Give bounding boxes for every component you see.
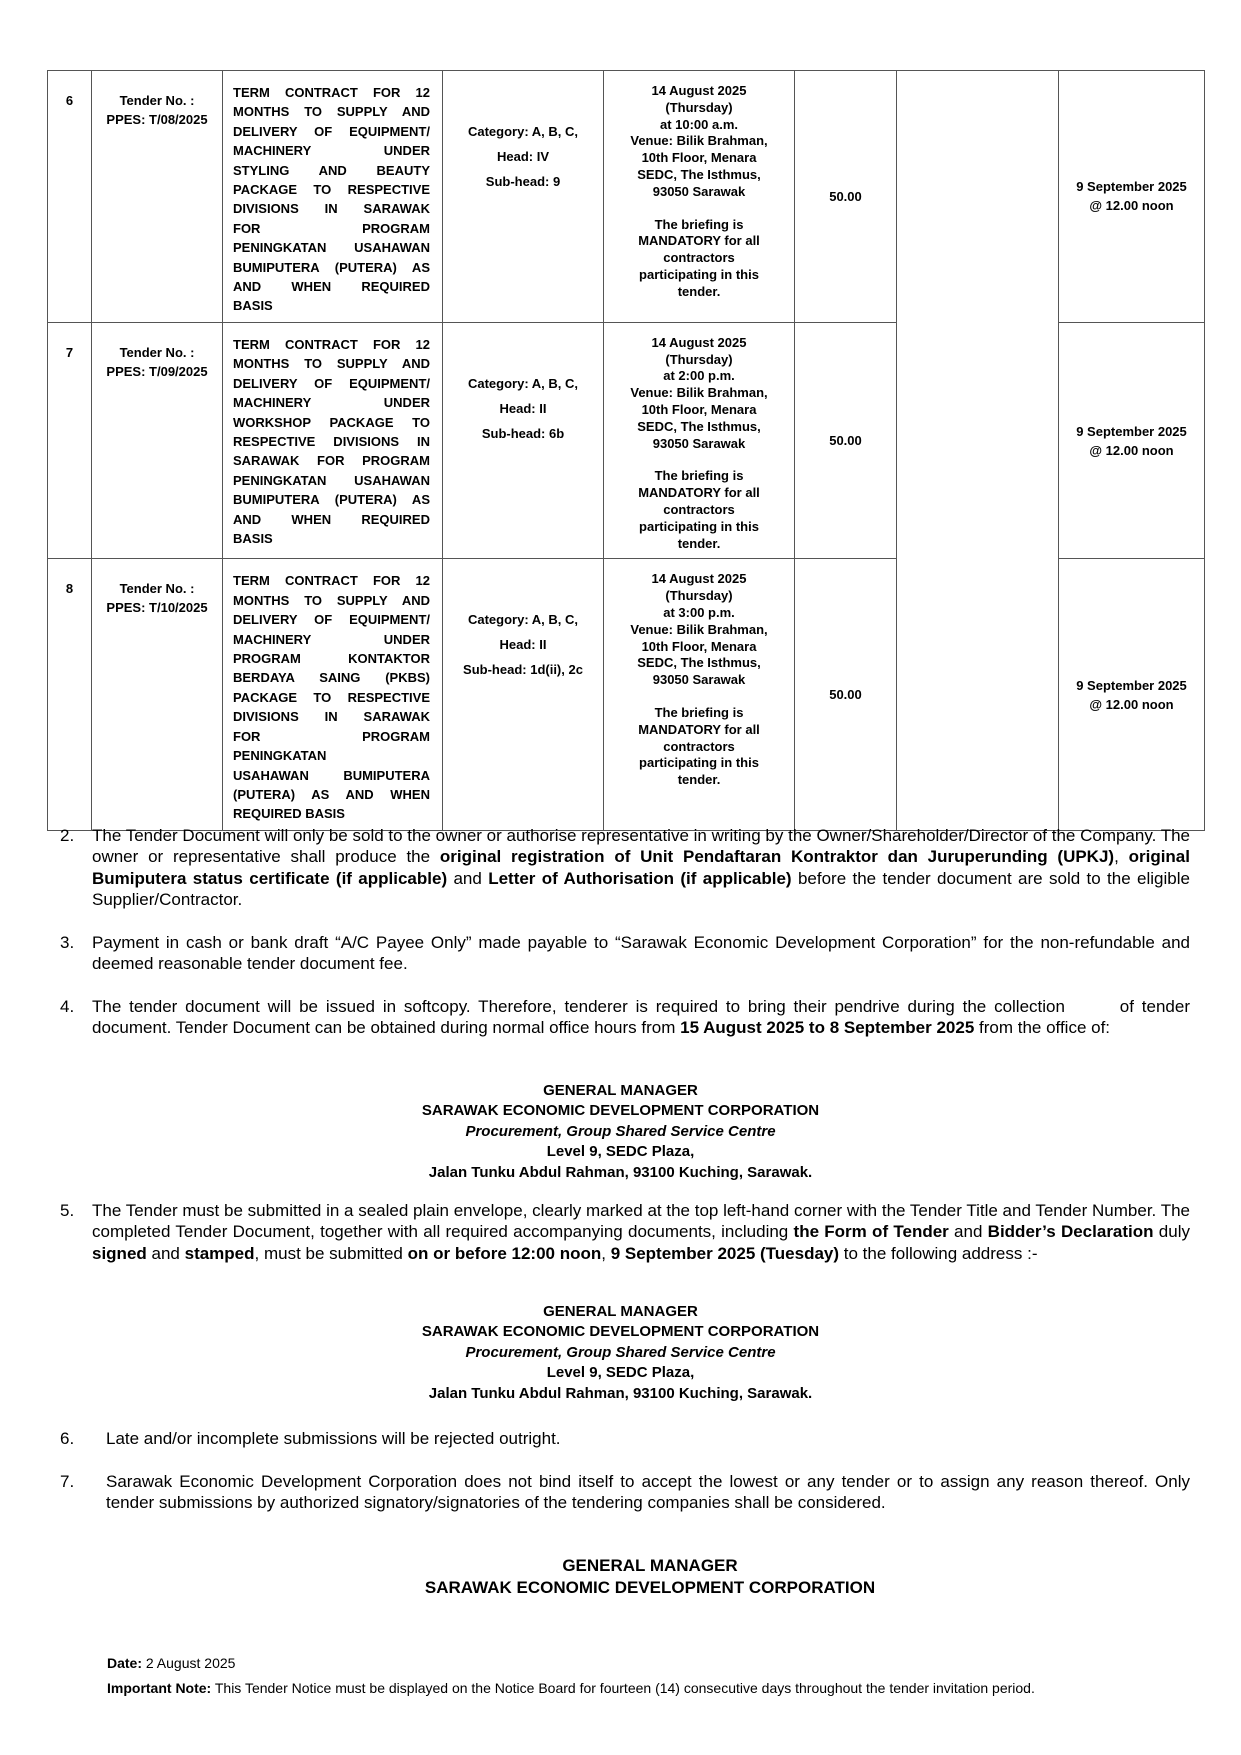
tender-title-line: BASIS xyxy=(233,298,273,314)
clause-emphasis: Bidder’s Declaration xyxy=(987,1222,1154,1242)
clause-7 xyxy=(60,1471,1190,1514)
briefing-line: at 10:00 a.m. xyxy=(659,116,739,132)
clause-emphasis: on or before 12:00 noon xyxy=(407,1243,602,1263)
clause-number: 3. xyxy=(60,933,75,952)
briefing-line: (Thursday) xyxy=(665,99,733,115)
tender-title-line: MONTHS TO SUPPLY AND xyxy=(233,104,430,120)
notice-date xyxy=(107,1655,235,1671)
clause-number: 5. xyxy=(60,1201,75,1220)
tender-reference xyxy=(92,322,223,559)
closing-date: 9 September 2025 xyxy=(1076,179,1187,195)
tender-title-line: DELIVERY OF EQUIPMENT/ xyxy=(233,123,430,139)
closing-time: @ 12.00 noon xyxy=(1089,442,1174,458)
tender-row xyxy=(48,71,1205,323)
head-text: Head: II xyxy=(499,637,547,653)
collection-address xyxy=(0,1081,1241,1183)
tender-briefing xyxy=(604,559,795,830)
clause-3 xyxy=(60,932,1190,975)
clause-text: , xyxy=(1114,847,1129,867)
tender-closing xyxy=(1059,71,1205,323)
category-text: Category: A, B, C, xyxy=(467,612,579,628)
note-label: Important Note: xyxy=(107,1680,212,1696)
mandatory-line: tender. xyxy=(677,772,721,788)
briefing-line: Venue: Bilik Brahman, xyxy=(630,385,768,401)
tender-title-line: FOR PROGRAM xyxy=(233,220,430,236)
mandatory-line: MANDATORY for all xyxy=(638,485,760,501)
briefing-line: 14 August 2025 xyxy=(651,571,747,587)
tender-ref-number: PPES: T/10/2025 xyxy=(106,600,208,616)
tender-closing xyxy=(1059,322,1205,559)
clause-6 xyxy=(60,1428,1190,1449)
tender-title-line: MONTHS TO SUPPLY AND xyxy=(233,356,430,372)
address-line: SARAWAK ECONOMIC DEVELOPMENT CORPORATION xyxy=(421,1323,820,1341)
tender-fee: 50.00 xyxy=(795,322,897,559)
clause-text: Payment in cash or bank draft “A/C Payee Only” made payable to “Sarawak Economic Development Corporation” for the non-refundable and deemed reasonable tender document fee. xyxy=(92,933,1190,974)
tender-fee: 50.00 xyxy=(795,71,897,323)
mandatory-line: The briefing is xyxy=(654,216,744,232)
tender-title-line: PACKAGE TO RESPECTIVE xyxy=(233,182,430,198)
spacer xyxy=(610,689,788,705)
tender-ref-label: Tender No. : xyxy=(119,581,195,597)
tender-title-line: DIVISIONS IN SARAWAK xyxy=(233,709,430,725)
clause-emphasis: 15 August 2025 to 8 September 2025 xyxy=(680,1018,975,1038)
category-text: Category: A, B, C, xyxy=(467,375,579,391)
closing-time: @ 12.00 noon xyxy=(1089,696,1174,712)
mandatory-line: participating in this xyxy=(639,518,759,534)
briefing-line: SEDC, The Isthmus, xyxy=(637,655,761,671)
tender-title-line: SARAWAK FOR PROGRAM xyxy=(233,453,430,469)
tender-title xyxy=(223,322,443,559)
tender-briefing xyxy=(604,71,795,323)
mandatory-line: MANDATORY for all xyxy=(638,721,760,737)
tender-ref-label: Tender No. : xyxy=(119,344,195,360)
date-label: Date: xyxy=(107,1655,143,1671)
briefing-line: SEDC, The Isthmus, xyxy=(637,418,761,434)
clause-text: , must be submitted xyxy=(254,1243,408,1263)
clause-text: to the following address :- xyxy=(839,1243,1038,1263)
mandatory-line: tender. xyxy=(677,535,721,551)
clause-5 xyxy=(60,1200,1190,1264)
tender-title-line: DIVISIONS IN SARAWAK xyxy=(233,201,430,217)
note-text: This Tender Notice must be displayed on the Notice Board for fourteen (14) consecutive days throughout the tender invitation period. xyxy=(211,1680,1035,1696)
empty-column xyxy=(897,71,1059,831)
signature-block xyxy=(0,1555,1241,1599)
tender-title-line: BERDAYA SAING (PKBS) xyxy=(233,670,430,686)
tender-item-number: 7 xyxy=(48,322,92,559)
closing-date: 9 September 2025 xyxy=(1076,423,1187,439)
subhead-text: Sub-head: 6b xyxy=(481,425,565,441)
tender-title-line: REQUIRED BASIS xyxy=(233,806,345,822)
tender-title-line: PENINGKATAN xyxy=(233,748,327,764)
clause-emphasis: the Form of Tender xyxy=(793,1222,949,1242)
tender-title-line: BASIS xyxy=(233,530,273,546)
briefing-line: Venue: Bilik Brahman, xyxy=(630,133,768,149)
signature-organisation: SARAWAK ECONOMIC DEVELOPMENT CORPORATION xyxy=(424,1578,876,1597)
tender-ref-number: PPES: T/09/2025 xyxy=(106,363,208,379)
clause-emphasis: Letter of Authorisation (if applicable) xyxy=(488,868,792,888)
mandatory-line: The briefing is xyxy=(654,468,744,484)
briefing-line: 93050 Sarawak xyxy=(652,435,746,451)
head-text: Head: II xyxy=(499,400,547,416)
briefing-line: 14 August 2025 xyxy=(651,334,747,350)
tender-reference xyxy=(92,559,223,830)
clause-text: and xyxy=(146,1243,185,1263)
address-line: Jalan Tunku Abdul Rahman, 93100 Kuching, Sarawak. xyxy=(428,1163,813,1181)
tender-title-line: TERM CONTRACT FOR 12 xyxy=(233,85,430,100)
tender-title-line: WORKSHOP PACKAGE TO xyxy=(233,414,430,430)
clause-text: duly xyxy=(1153,1222,1190,1242)
submission-address xyxy=(0,1302,1241,1404)
address-line: GENERAL MANAGER xyxy=(543,1082,698,1099)
category-text: Category: A, B, C, xyxy=(467,124,579,139)
briefing-line: 10th Floor, Menara xyxy=(641,638,757,654)
address-line: Level 9, SEDC Plaza, xyxy=(546,1143,695,1161)
closing-date: 9 September 2025 xyxy=(1076,677,1187,693)
tender-category xyxy=(443,559,604,830)
tender-title-line: STYLING AND BEAUTY xyxy=(233,162,430,178)
head-text: Head: IV xyxy=(496,149,549,164)
clause-emphasis: 9 September 2025 (Tuesday) xyxy=(610,1243,840,1263)
mandatory-line: contractors xyxy=(663,738,735,754)
tender-title-line: DELIVERY OF EQUIPMENT/ xyxy=(233,612,430,628)
clause-number: 7. xyxy=(60,1472,75,1491)
clause-emphasis: original registration of Unit Pendaftaran Kontraktor dan Juruperunding (UPKJ) xyxy=(439,847,1115,867)
clause-4 xyxy=(60,996,1195,1039)
tender-title-line: PACKAGE TO RESPECTIVE xyxy=(233,689,430,705)
tender-title-line: USAHAWAN BUMIPUTERA xyxy=(233,767,430,783)
tender-title xyxy=(223,559,443,830)
tender-item-number: 8 xyxy=(48,559,92,830)
mandatory-line: contractors xyxy=(663,250,735,266)
clause-emphasis: stamped xyxy=(184,1243,255,1263)
tender-reference xyxy=(92,71,223,323)
clause-2 xyxy=(60,825,1190,911)
clause-text: Late and/or incomplete submissions will be rejected outright. xyxy=(106,1429,561,1448)
tender-item-number: 6 xyxy=(48,71,92,323)
tender-title xyxy=(223,71,443,323)
tender-title-line: TERM CONTRACT FOR 12 xyxy=(233,336,430,352)
clause-text: and xyxy=(447,868,489,888)
mandatory-line: The briefing is xyxy=(654,705,744,721)
address-line: Jalan Tunku Abdul Rahman, 93100 Kuching, Sarawak. xyxy=(428,1384,813,1402)
tender-title-line: DELIVERY OF EQUIPMENT/ xyxy=(233,375,430,391)
tender-title-line: BUMIPUTERA (PUTERA) AS xyxy=(233,492,430,508)
spacer xyxy=(610,201,788,217)
briefing-line: SEDC, The Isthmus, xyxy=(637,166,761,182)
tender-title-line: PENINGKATAN USAHAWAN xyxy=(233,240,430,256)
mandatory-line: contractors xyxy=(663,502,735,518)
date-value: 2 August 2025 xyxy=(142,1655,236,1671)
briefing-line: 10th Floor, Menara xyxy=(641,402,757,418)
subhead-text: Sub-head: 9 xyxy=(485,174,561,189)
tender-title-line: PENINGKATAN USAHAWAN xyxy=(233,472,430,488)
tender-title-line: MACHINERY UNDER xyxy=(233,143,430,159)
briefing-line: at 2:00 p.m. xyxy=(663,368,735,384)
tender-title-line: AND WHEN REQUIRED xyxy=(233,511,430,527)
mandatory-line: participating in this xyxy=(639,755,759,771)
tender-title-line: (PUTERA) AS AND WHEN xyxy=(233,786,430,802)
address-line: Procurement, Group Shared Service Centre xyxy=(465,1122,776,1140)
tender-title-line: FOR PROGRAM xyxy=(233,728,430,744)
clause-text: from the office of: xyxy=(974,1018,1111,1038)
briefing-line: 14 August 2025 xyxy=(651,83,747,98)
tender-ref-label: Tender No. : xyxy=(119,93,195,108)
clause-number: 2. xyxy=(60,826,75,845)
clause-emphasis: original Bumiputera status certificate (if applicable) xyxy=(92,847,1190,888)
subhead-text: Sub-head: 1d(ii), 2c xyxy=(463,662,583,678)
briefing-line: at 3:00 p.m. xyxy=(663,605,735,621)
briefing-line: 93050 Sarawak xyxy=(652,183,746,199)
briefing-line: 93050 Sarawak xyxy=(652,672,746,688)
tender-title-line: TERM CONTRACT FOR 12 xyxy=(233,573,430,589)
tender-category xyxy=(443,71,604,323)
clause-text: The Tender Document will only be sold to the owner or authorise representative in writing by the Owner/Shareholder/Director of the Company. The owner or representative shall produce the xyxy=(92,826,1191,867)
spacer xyxy=(610,452,788,468)
briefing-line: (Thursday) xyxy=(665,588,733,604)
tender-title-line: AND WHEN REQUIRED xyxy=(233,279,430,295)
signature-title: GENERAL MANAGER xyxy=(562,1556,738,1575)
mandatory-line: participating in this xyxy=(639,266,759,282)
address-line: Procurement, Group Shared Service Centre xyxy=(465,1343,776,1361)
clause-number: 4. xyxy=(60,997,75,1016)
address-line: Level 9, SEDC Plaza, xyxy=(546,1364,695,1382)
tender-closing xyxy=(1059,559,1205,830)
tender-ref-number: PPES: T/08/2025 xyxy=(106,112,208,127)
tender-category xyxy=(443,322,604,559)
tender-title-line: MACHINERY UNDER xyxy=(233,395,430,411)
tender-fee: 50.00 xyxy=(795,559,897,830)
tender-briefing xyxy=(604,322,795,559)
briefing-line: (Thursday) xyxy=(665,351,733,367)
tender-title-line: MACHINERY UNDER xyxy=(233,631,430,647)
briefing-line: 10th Floor, Menara xyxy=(641,150,757,166)
clause-text: The tender document will be issued in softcopy. Therefore, tenderer is required to bring their pendrive during the collection of tender document. Tender Document can be obtained during normal office hours from xyxy=(92,997,1195,1038)
tender-title-line: PROGRAM KONTAKTOR xyxy=(233,651,430,667)
briefing-line: Venue: Bilik Brahman, xyxy=(630,621,768,637)
address-line: SARAWAK ECONOMIC DEVELOPMENT CORPORATION xyxy=(421,1102,820,1120)
tender-title-line: BUMIPUTERA (PUTERA) AS xyxy=(233,259,430,275)
clause-emphasis: signed xyxy=(92,1243,147,1263)
mandatory-line: tender. xyxy=(677,283,721,299)
clause-text: The Tender must be submitted in a sealed plain envelope, clearly marked at the top left-hand corner with the Tender Title and Tender Number. The completed Tender Document, together with all required accompanying documents, including xyxy=(92,1201,1190,1242)
tender-table xyxy=(47,70,1205,831)
important-note xyxy=(107,1680,1035,1696)
address-line: GENERAL MANAGER xyxy=(543,1303,698,1320)
clause-text: Sarawak Economic Development Corporation does not bind itself to accept the lowest or any tender or to assign any reason thereof. Only tender submissions by authorized signatory/signatories of the tendering companies shall be considered. xyxy=(106,1472,1190,1513)
clause-number: 6. xyxy=(60,1429,75,1448)
mandatory-line: MANDATORY for all xyxy=(638,233,760,249)
tender-title-line: MONTHS TO SUPPLY AND xyxy=(233,592,430,608)
clause-text: before the tender document are sold to the eligible Supplier/Contractor. xyxy=(92,868,1190,910)
clause-text: , xyxy=(601,1243,611,1263)
closing-time: @ 12.00 noon xyxy=(1089,198,1174,214)
clause-text: and xyxy=(948,1222,988,1242)
tender-title-line: RESPECTIVE DIVISIONS IN xyxy=(233,433,430,449)
